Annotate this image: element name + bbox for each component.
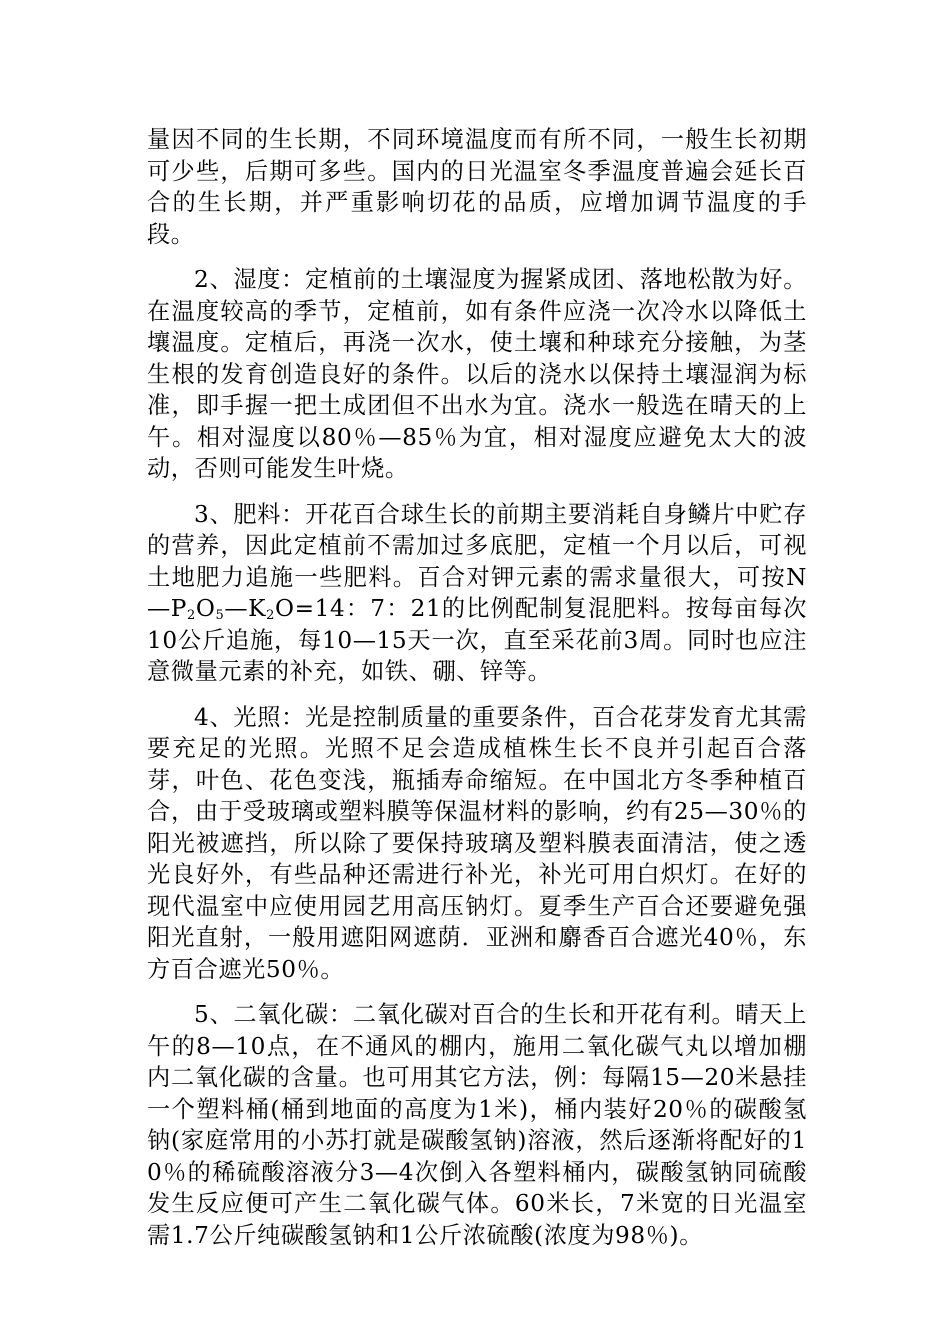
paragraph-light: 4、光照：光是控制质量的重要条件，百合花芽发育尤其需要充足的光照。光照不足会造成植株生长不良并引起百合落芽，叶色、花色变浅，瓶插寿命缩短。在中国北方冬季种植百合，由于受玻璃或塑料膜等保温材料的影响，约有25—30％的阳光被遮挡，所以除了要保持玻璃及塑料膜表面清洁，使之透光良好外，有些品种还需进行补光，补光可用白炽灯。在好的现代温室中应使用园艺用高压钠灯。夏季生产百合还要避免强阳光直射，一般用遮阳网遮荫．亚洲和麝香百合遮光40％，东方百合遮光50％。 [147,703,807,983]
formula-subscript: 2 [187,608,196,623]
fertilizer-text-start: 3、肥料：开花百合球生长的前期主要消耗自身鳞片中贮存的营养，因此定植前不需加过多底肥，定植一个月以后，可视土地肥力追施一些肥料。百合对钾元素的需求量很大，可按N—P [147,500,807,622]
paragraph-co2: 5、二氧化碳：二氧化碳对百合的生长和开花有利。晴天上午的8—10点，在不通风的棚内，施用二氧化碳气丸以增加棚内二氧化碳的含量。也可用其它方法，例：每隔15—20米悬挂一个塑料桶(桶到地面的高度为1米)，桶内装好20％的碳酸氢钠(家庭常用的小苏打就是碳酸氢钠)溶液，然后逐渐将配好的10％的稀硫酸溶液分3—4次倒入各塑料桶内，碳酸氢钠同硫酸发生反应便可产生二氧化碳气体。60米长，7米宽的日光温室需1.7公斤纯碳酸氢钠和1公斤浓硫酸(浓度为98％)。 [147,1001,807,1249]
document-page [147,124,807,1265]
paragraph-humidity: 2、湿度：定植前的土壤湿度为握紧成团、落地松散为好。在温度较高的季节，定植前，如有条件应浇一次冷水以降低土壤温度。定植后，再浇一次水，使土壤和种球充分接触，为茎生根的发育创造良好的条件。以后的浇水以保持土壤湿润为标准，即手握一把土成团但不出水为宜。浇水一般选在晴天的上午。相对湿度以80％—85％为宜，相对湿度应避免太大的波动，否则可能发生叶烧。 [147,266,807,482]
formula-subscript: 2 [266,608,275,623]
formula-subscript: 5 [215,608,225,623]
paragraph-intro: 量因不同的生长期，不同环境温度而有所不同，一般生长初期可少些，后期可多些。国内的日光温室冬季温度普遍会延长百合的生长期，并严重影响切花的品质，应增加调节温度的手段。 [147,126,807,248]
fertilizer-text-end: O=14：7：21的比例配制复混肥料。按每亩每次10公斤追施，每10—15天一次，直至采花前3周。同时也应注意微量元素的补充，如铁、硼、锌等。 [147,595,807,685]
paragraph-fertilizer [147,499,807,688]
fertilizer-text-part: O [195,595,216,622]
fertilizer-text-part: —K [224,595,267,622]
